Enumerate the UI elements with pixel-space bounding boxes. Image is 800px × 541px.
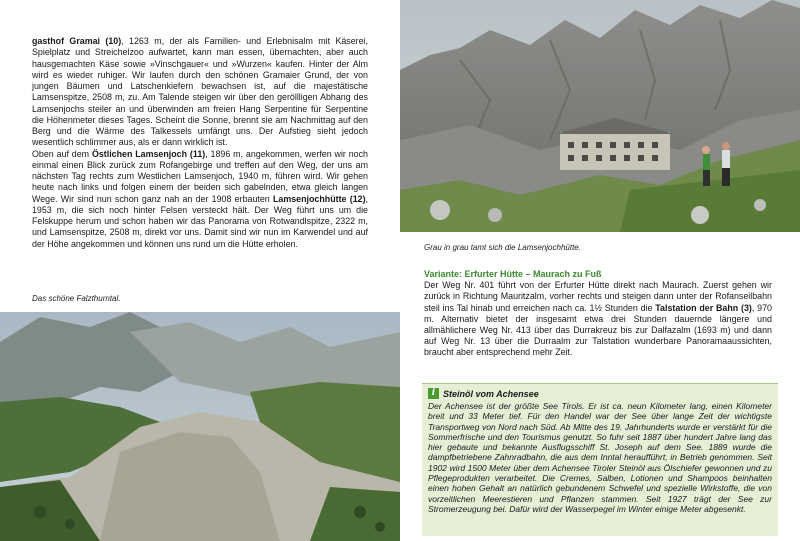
variant-text: Der Weg Nr. 401 führt von der Erfurter Hütte direkt nach Maurach. Zuerst gehen wir zurück in Richtung Mauritzalm, vorher rechts und steigen dann unter der Rofanseilbahn steil ins Tal hinab und erreichen nach ca. 1½ Stunden die bbox=[424, 280, 772, 313]
paragraph-text: , 1263 m, der als Familien- und Erlebnisalm mit Käserei, Spielplatz und Streichelzoo aufwartet, kann man essen, übernachten, aber auch hausgemachten Käse sowie »Vinschgauer« und »Wurzen« kaufen. Hinter der Alm wird es wieder ruhiger. Wir laufen durch den schönen Gramaier Grund, der von jungen Bäumen und Latschenkiefern bewachsen ist, auf die majestätische Lamsenspitze, 2508 m, zu. Am Talende steigen wir über den geröllligen Abhang des Lamsenjochs steiler an und überwinden am freien Hang Serpentine für Serpentine die Höhenmeter dieses Tages. Scheint die Sonne, brennt sie am Nachmittag auf den Berg und die Wärme des Talkessels umfängt uns. Der Aufstieg sieht jedoch wesentlich schlimmer aus, als er dann wirklich ist. bbox=[32, 36, 368, 148]
paragraph-gramai bbox=[32, 36, 368, 149]
paragraph-text: Oben auf dem bbox=[32, 148, 92, 159]
variant-paragraph bbox=[424, 280, 772, 358]
paragraph-text: , 1896 m, angekommen, werfen wir noch einmal einen Blick zurück zum Rofangebirge und treffen auf den Weg, der uns am nächsten Tag rechts zum Westlichen Lamsenjoch, 1940 m, führen wird. Wir gehen heute nach links und folgen einem der beiden sich gabelnden, etwa gleich langen Wege. Wir sind nun schon ganz nah an der 1908 erbauten bbox=[32, 148, 368, 204]
paragraph-text: , 1953 m, die sich noch hinter Felsen versteckt hält. Der Weg führt uns um die Felskuppe herum und schon haben wir das Panorama von Rotwandlspitze, 2322 m, und Lamsenspitze, 2508 m, direkt vor uns. Damit sind wir nun im Karwendel und auf der Höhe angekommen und können uns rund um die Hütte erholen. bbox=[32, 193, 368, 249]
info-box-text: Der Achensee ist der größte See Tirols. Er ist ca. neun Kilometer lang, einen Kilometer breit und 33 Meter tief. Für den Handel war der See über lange Zeit der wichtigste Transportweg von Nord nach Süd. Ab Mitte des 19. Jahrhunderts wurde er verstärkt für die Sommerfrische und den Tourismus genutzt. So fuhr seit 1887 über hundert Jahre lang das hier gebaute und bekannte Ausflugsschiff St. Joseph auf dem See. 1889 wurde die dampfbetriebene Zahnradbahn, die aus dem Inntal heraufführt, in Betrieb genommen. Seit 1902 wird 1500 Meter über dem Achensee Tiroler Steinöl aus Ölschiefer gewonnen und zu Pflegeprodukten verarbeitet. Die Cremes, Salben, Lotionen und Shampoos beinhalten einen hohen Gehalt an natürlich gebundenem Schwefel und spezielle Wirkstoffe, die von vorzeitlichen Meerestieren und Pflanzen stammen. Seit 1927 trägt der See zur Stromerzeugung bei. Dafür wird der Wasserpegel im Winter einige Meter abgesenkt. bbox=[428, 401, 772, 514]
photo-falzthurntal bbox=[0, 312, 400, 541]
info-box-steinoel bbox=[422, 383, 778, 536]
place-oestliches-lamsenjoch: Östlichen Lamsenjoch (11) bbox=[91, 148, 206, 159]
info-icon: i bbox=[428, 388, 439, 399]
info-box-header bbox=[428, 388, 539, 399]
main-text-column bbox=[32, 36, 368, 250]
photo-lamsenjochhuette bbox=[400, 0, 800, 232]
place-gramai: gasthof Gramai (10) bbox=[32, 36, 122, 46]
variant-text: , 970 m. Alternativ bietet der insgesamt etwa drei Stunden dauernde längere und allmählichere Weg Nr. 413 über das Durrakreuz bis zur Dalfazalm (1693 m) und dann auf Weg Nr. 13 über die Durraalm zur Talstation wunderbare Panoramaaussichten, braucht aber entsprechend mehr Zeit. bbox=[424, 302, 772, 358]
paragraph-lamsenjoch bbox=[32, 149, 368, 250]
caption-falzthurntal: Das schöne Falzthurntal. bbox=[32, 294, 121, 303]
variant-title: Variante: Erfurter Hütte – Maurach zu Fuß bbox=[424, 269, 602, 279]
place-talstation: Talstation der Bahn (3) bbox=[655, 302, 752, 313]
variant-section bbox=[424, 269, 772, 359]
caption-lamsenjochhuette: Grau in grau tamt sich die Lamsenjochhütte. bbox=[424, 243, 581, 252]
place-lamsenjochhuette: Lamsenjochhütte (12) bbox=[273, 193, 366, 204]
info-box-title: Steinöl vom Achensee bbox=[443, 388, 539, 399]
